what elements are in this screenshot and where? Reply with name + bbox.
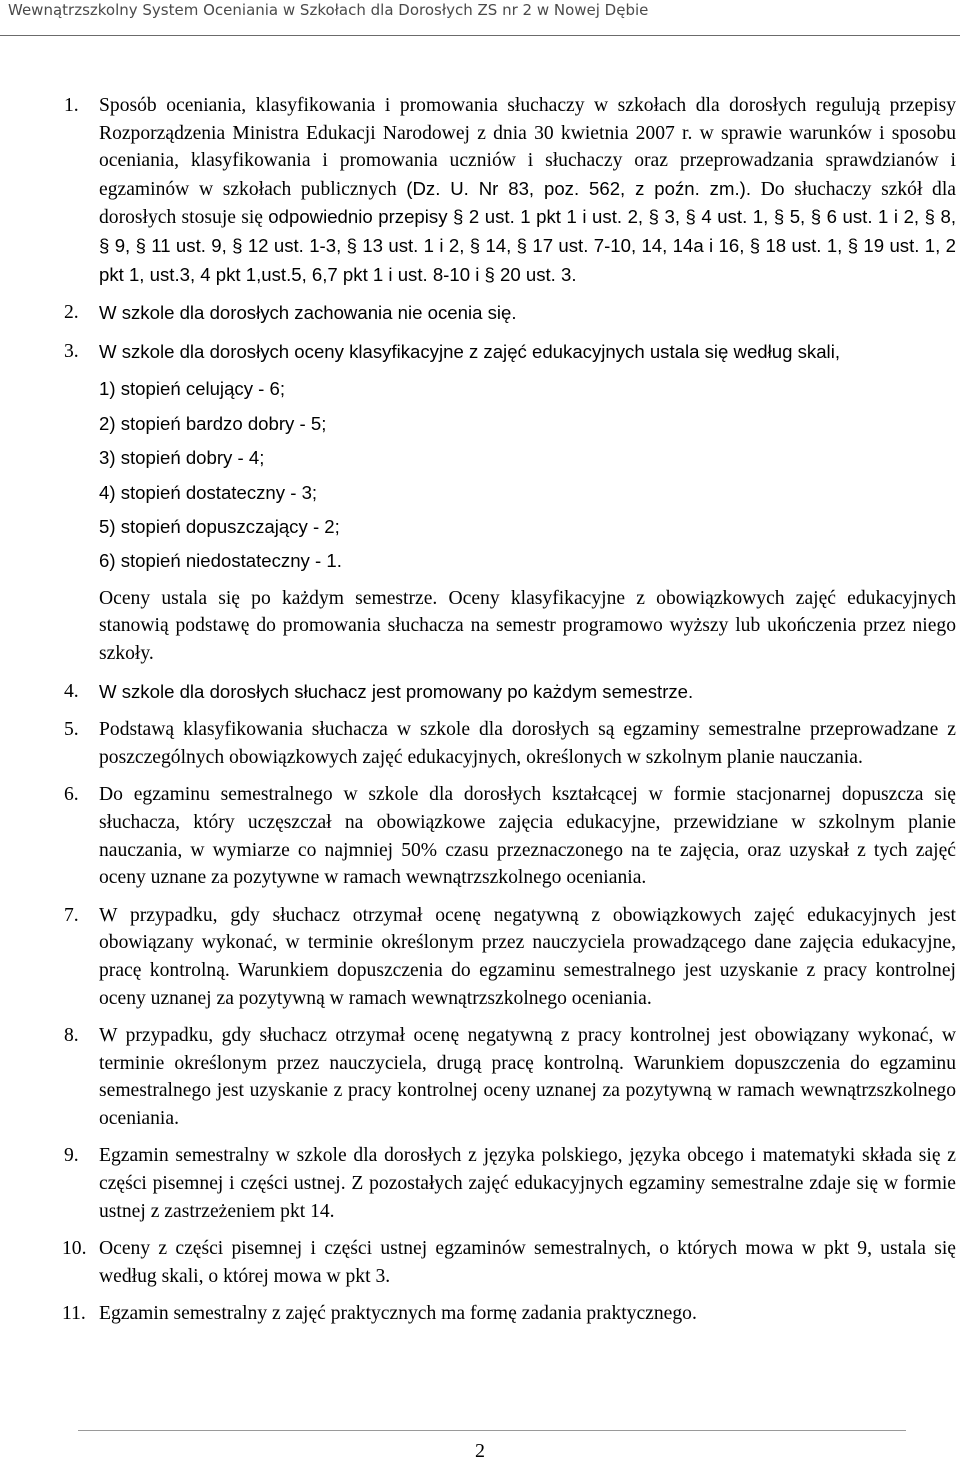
item-text: Egzamin semestralny z zajęć praktycznych ma formę zadania praktycznego. — [99, 1303, 697, 1325]
page-header — [0, 0, 960, 36]
item-number: 2. — [64, 302, 79, 324]
item-number: 10. — [62, 1238, 87, 1260]
item-text: Sposób oceniania, klasyfikowania i promowania słuchaczy w szkołach dla dorosłych regulują przepisy Rozporządzenia Ministra Edukacji Narodowej z dnia 30 kwietnia 2007 r. w sprawie warunków i sposobu oceniania, klasyfikowania i promowania uczniów i słuchaczy oraz przeprowadzania sprawdzianów i egzaminów w szkołach publicznych — [99, 95, 956, 200]
item-text: W przypadku, gdy słuchacz otrzymał ocenę negatywną z pracy kontrolnej jest obowiązany wykonać, w terminie określonym przez nauczyciela, drugą pracę kontrolną. Warunkiem dopuszczenia do egzaminu semestralnego jest uzyskanie z pracy kontrolnej oceny uznanej za pozytywną w ramach wewnątrzszkolnego oceniania. — [99, 1025, 956, 1129]
item-text: Podstawą klasyfikowania słuchacza w szkole dla dorosłych są egzaminy semestralne przeprowadzane z poszczególnych obowiązkowych zajęć edukacyjnych, określonych w szkolnym planie nauczania. — [99, 719, 956, 768]
grading-scale — [99, 372, 956, 578]
item-text: W szkole dla dorosłych oceny klasyfikacyjne z zajęć edukacyjnych ustala się według skali, — [99, 340, 840, 362]
scale-item: 5) stopień dopuszczający - 2; — [99, 515, 340, 537]
list-item-6 — [64, 781, 956, 891]
document-body — [64, 92, 956, 1338]
scale-item: 4) stopień dostateczny - 3; — [99, 481, 318, 503]
scale-item: 6) stopień niedostateczny - 1. — [99, 550, 342, 572]
item-text: W szkole dla dorosłych zachowania nie ocenia się. — [99, 302, 517, 324]
footer-divider — [78, 1430, 906, 1431]
item-number: 5. — [64, 719, 79, 741]
scale-item: 3) stopień dobry - 4; — [99, 447, 265, 469]
list-item-9 — [64, 1142, 956, 1225]
scale-item: 2) stopień bardzo dobry - 5; — [99, 412, 327, 434]
item-text: Do słuchaczy szkół dla dorosłych stosuje się — [99, 178, 956, 229]
regulation-list — [64, 92, 956, 1328]
item-number: 6. — [64, 784, 79, 806]
item-text: Do egzaminu semestralnego w szkole dla dorosłych kształcącej w formie stacjonarnej dopuszcza się słuchacza, który uczęszczał na obowiązkowe zajęcia edukacyjne, przewidziane w szkolnym planie nauczania, w wymiarze co najmniej 50% czasu przeznaczonego na te zajęcia, oraz uzyskał z tych zajęć oceny uznane za pozytywne w ramach wewnątrzszkolnego oceniania. — [99, 784, 956, 889]
header-title: Wewnątrzszkolny System Oceniania w Szkołach dla Dorosłych ZS nr 2 w Nowej Dębie — [8, 1, 649, 19]
item-number: 7. — [64, 904, 79, 926]
page-number: 2 — [475, 1440, 485, 1462]
list-item-1 — [64, 92, 956, 289]
list-item-8 — [64, 1022, 956, 1132]
item-text-paragraphs: odpowiednio przepisy § 2 ust. 1 pkt 1 i ust. 2, § 3, § 4 ust. 1, § 5, § 6 ust. 1 i 2, § 8, § 9, § 11 ust. 9, § 12 ust. 1-3, § 13 ust. 1 i 2, § 14, § 17 ust. 7-10, 14, 14a i 16, § 18 ust. 1, § 19 ust. 1, 2 pkt 1, ust.3, 4 pkt 1,ust.5, 6,7 pkt 1 i ust. 8-10 i § 20 ust. 3. — [99, 206, 957, 285]
scale-item: 1) stopień celujący - 6; — [99, 378, 286, 400]
list-item-5 — [64, 716, 956, 771]
item-text: Oceny z części pisemnej i części ustnej egzaminów semestralnych, o których mowa w pkt 9, ustala się według skali, o której mowa w pkt 3. — [99, 1238, 956, 1287]
list-item-10 — [64, 1235, 956, 1290]
item-number: 11. — [62, 1303, 86, 1325]
item-number: 4. — [64, 680, 79, 702]
item-number: 1. — [64, 95, 79, 116]
list-item-2 — [64, 299, 956, 328]
item-number: 3. — [64, 340, 79, 362]
item-text: W szkole dla dorosłych słuchacz jest promowany po każdym semestrze. — [99, 680, 694, 702]
list-item-3 — [64, 338, 956, 668]
item-text: Egzamin semestralny w szkole dla dorosłych z języka polskiego, języka obcego i matematyki składa się z części pisemnej i części ustnej. Z pozostałych zajęć edukacyjnych egzaminy semestralne zdaje się w formie ustnej z zastrzeżeniem pkt 14. — [99, 1145, 956, 1222]
list-item-11 — [64, 1300, 956, 1328]
list-item-4 — [64, 678, 956, 707]
item-text-citation: (Dz. U. Nr 83, poz. 562, z poźn. zm.). — [406, 177, 751, 199]
item-number: 8. — [64, 1025, 79, 1047]
item-number: 9. — [64, 1145, 79, 1167]
item-text-after: Oceny ustala się po każdym semestrze. Oceny klasyfikacyjne z obowiązkowych zajęć edukacyjnych stanowią podstawę do promowania słuchacza na semestr programowo wyższy lub ukończenia przez niego szkoły. — [99, 587, 956, 664]
list-item-7 — [64, 902, 956, 1012]
item-text: W przypadku, gdy słuchacz otrzymał ocenę negatywną z obowiązkowych zajęć edukacyjnych jest obowiązany wykonać, w terminie określonym przez nauczyciela prowadzącego dane zajęcia edukacyjne, pracę kontrolną. Warunkiem dopuszczenia do egzaminu semestralnego jest uzyskanie z pracy kontrolnej oceny uznanej za pozytywną w ramach wewnątrzszkolnego oceniania. — [99, 904, 956, 1009]
